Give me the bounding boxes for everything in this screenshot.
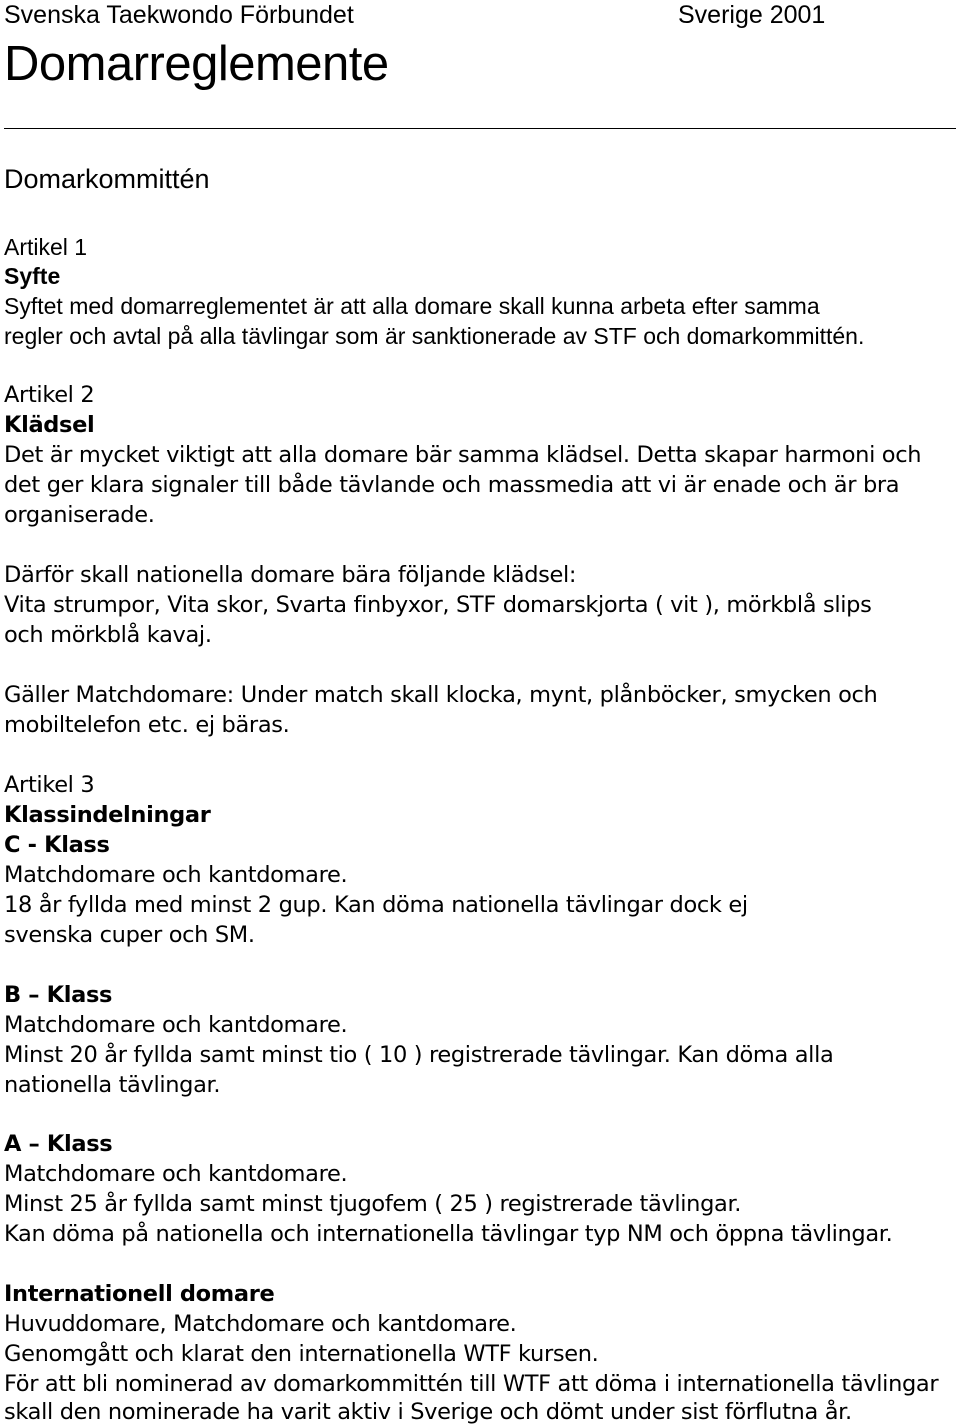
b-class-line: Minst 20 år fyllda samt minst tio ( 10 ) registrerade tävlingar. Kan döma alla (4, 1042, 834, 1068)
a-class-heading: A – Klass (4, 1131, 113, 1157)
document-title: Domarreglemente (4, 37, 389, 91)
organization-name: Svenska Taekwondo Förbundet (4, 1, 354, 29)
international-referee-line: Huvuddomare, Matchdomare och kantdomare. (4, 1311, 517, 1337)
b-class-line: Matchdomare och kantdomare. (4, 1012, 348, 1038)
article-2-paragraph-line: Därför skall nationella domare bära följande klädsel: (4, 562, 577, 588)
article-2-paragraph-line: mobiltelefon etc. ej bäras. (4, 712, 290, 738)
article-2-paragraph-line: och mörkblå kavaj. (4, 622, 212, 648)
international-referee-line: Genomgått och klarat den internationella WTF kursen. (4, 1341, 599, 1367)
article-3-heading: Klassindelningar (4, 802, 211, 828)
article-2-paragraph-line: Vita strumpor, Vita skor, Svarta finbyxor, STF domarskjorta ( vit ), mörkblå slips (4, 592, 872, 618)
article-2-label: Artikel 2 (4, 382, 95, 408)
a-class-line: Minst 25 år fyllda samt minst tjugofem ( 25 ) registrerade tävlingar. (4, 1191, 742, 1217)
c-class-line: svenska cuper och SM. (4, 922, 255, 948)
international-referee-heading: Internationell domare (4, 1281, 275, 1307)
article-2-heading: Klädsel (4, 412, 95, 438)
a-class-line: Kan döma på nationella och internationella tävlingar typ NM och öppna tävlingar. (4, 1221, 893, 1247)
international-referee-line: skall den nominerade ha varit aktiv i Sverige och dömt under sist förflutna år. (4, 1399, 852, 1425)
b-class-heading: B – Klass (4, 982, 113, 1008)
international-referee-line: För att bli nominerad av domarkommittén till WTF att döma i internationella tävlingar (4, 1371, 939, 1397)
header-divider (4, 128, 956, 129)
article-1-label: Artikel 1 (4, 234, 88, 260)
article-2-paragraph-line: Gäller Matchdomare: Under match skall klocka, mynt, plånböcker, smycken och (4, 682, 878, 708)
c-class-heading: C - Klass (4, 832, 110, 858)
article-1-text-line: Syftet med domarreglementet är att alla domare skall kunna arbeta efter samma (4, 293, 820, 319)
article-3-label: Artikel 3 (4, 772, 95, 798)
article-2-paragraph-line: organiserade. (4, 502, 155, 528)
article-2-paragraph-line: Det är mycket viktigt att alla domare bär samma klädsel. Detta skapar harmoni och (4, 442, 922, 468)
committee-name: Domarkommittén (4, 164, 210, 194)
article-1-text-line: regler och avtal på alla tävlingar som är sanktionerade av STF och domarkommittén. (4, 323, 865, 349)
c-class-line: 18 år fyllda med minst 2 gup. Kan döma nationella tävlingar dock ej (4, 892, 748, 918)
a-class-line: Matchdomare och kantdomare. (4, 1161, 348, 1187)
c-class-line: Matchdomare och kantdomare. (4, 862, 348, 888)
article-2-paragraph-line: det ger klara signaler till både tävlande och massmedia att vi är enade och är bra (4, 472, 900, 498)
b-class-line: nationella tävlingar. (4, 1072, 221, 1098)
article-1-heading: Syfte (4, 263, 61, 289)
header-year: Sverige 2001 (678, 1, 826, 29)
